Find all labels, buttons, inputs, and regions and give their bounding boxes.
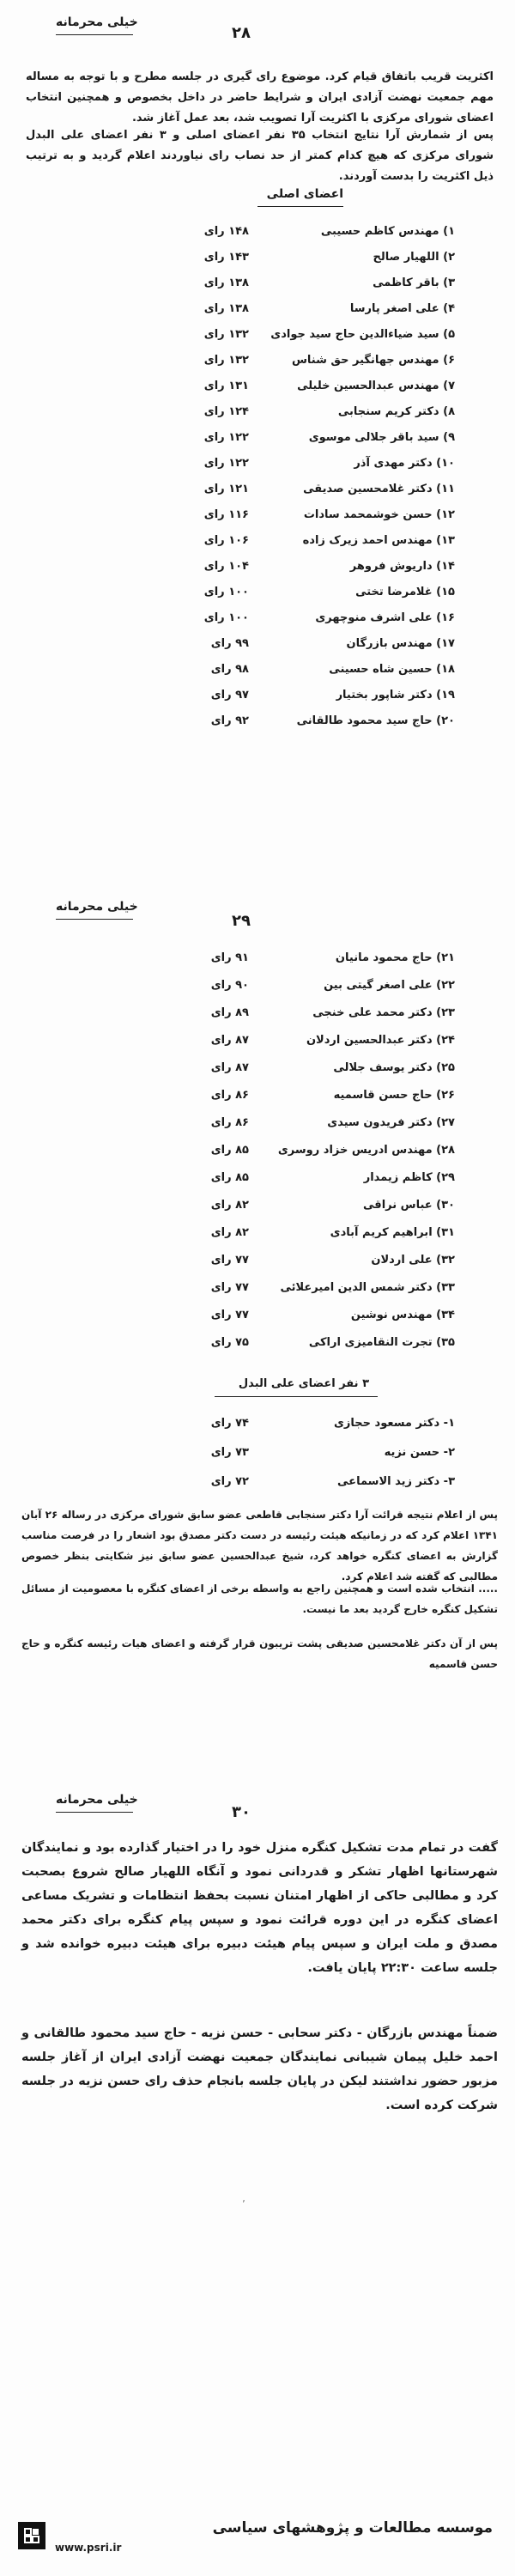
member-row bbox=[0, 560, 515, 586]
member-name: ۳۴) مهندس نوشین bbox=[350, 1309, 455, 1321]
member-name: ۲۷) دکتر فریدون سیدی bbox=[327, 1116, 455, 1129]
member-name: ۱۳) مهندس احمد زیرک زاده bbox=[302, 534, 455, 547]
confidential-stamp: خیلی محرمانه bbox=[56, 15, 138, 29]
member-name: ۲۰) حاج سید محمود طالقانی bbox=[296, 714, 455, 727]
member-votes: ۸۶ رای bbox=[210, 1089, 249, 1102]
member-row bbox=[0, 714, 515, 740]
member-row bbox=[0, 1116, 515, 1142]
member-votes: ۸۶ رای bbox=[210, 1116, 249, 1129]
stamp-underline bbox=[56, 919, 133, 920]
member-votes: ۱۰۴ رای bbox=[203, 560, 249, 573]
member-row bbox=[0, 1144, 515, 1170]
member-name: ۴) علی اصغر پارسا bbox=[349, 302, 455, 315]
member-votes: ۷۴ رای bbox=[210, 1417, 249, 1430]
member-votes: ۸۵ رای bbox=[210, 1171, 249, 1184]
alternate-row bbox=[0, 1417, 515, 1443]
member-votes: ۸۷ رای bbox=[210, 1034, 249, 1047]
member-row bbox=[0, 951, 515, 977]
member-votes: ۷۷ رای bbox=[210, 1281, 249, 1294]
member-votes: ۱۲۲ رای bbox=[203, 431, 249, 444]
member-row bbox=[0, 508, 515, 534]
footer-organization: موسسه مطالعات و پژوهشهای سیاسی bbox=[212, 2519, 493, 2537]
member-row bbox=[0, 1254, 515, 1279]
absent-members-paragraph: ضمناً مهندس بازرگان - دکتر سحابی - حسن نزیه - حاج سید محمود طالقانی و احمد خلیل پیمان شیبانی نمایندگان جمعیت نهضت آزادی ایران از آغاز جلسه مزبور حضور نداشتند لیکن در پایان جلسه بانجام حذف رای حسن نزیه در جلسه شرکت کرده است. bbox=[21, 2026, 498, 2112]
member-name: ۳) باقر کاظمی bbox=[373, 276, 455, 289]
member-votes: ۷۵ رای bbox=[210, 1336, 249, 1349]
member-name: ۲۶) حاج حسن قاسمیه bbox=[333, 1089, 455, 1102]
member-name: ۱۸) حسین شاه حسینی bbox=[329, 663, 455, 676]
confidential-stamp: خیلی محرمانه bbox=[56, 1793, 138, 1807]
member-name: ۲۴) دکتر عبدالحسین اردلان bbox=[306, 1034, 455, 1047]
member-name: ۲۸) مهندس ادریس خزاد روسری bbox=[277, 1144, 455, 1157]
page-number: ۲۸ bbox=[232, 24, 251, 42]
member-votes: ۹۲ رای bbox=[210, 714, 249, 727]
member-votes: ۹۷ رای bbox=[210, 689, 249, 702]
member-name: ۲- حسن نزیه bbox=[384, 1446, 455, 1459]
member-row bbox=[0, 689, 515, 714]
member-name: ۳۱) ابراهیم کریم آبادی bbox=[330, 1226, 455, 1239]
member-name: ۶) مهندس جهانگیر حق شناس bbox=[291, 354, 455, 367]
page-number: ۲۹ bbox=[232, 912, 251, 930]
institute-logo-icon bbox=[17, 2521, 46, 2550]
member-name: ۱۶) علی اشرف منوچهری bbox=[315, 611, 455, 624]
member-name: ۵) سید ضیاءالدین حاج سید جوادی bbox=[270, 328, 455, 341]
member-row bbox=[0, 586, 515, 611]
member-row bbox=[0, 251, 515, 276]
member-row bbox=[0, 663, 515, 689]
after-results-paragraph: پس از اعلام نتیجه قرائت آرا دکتر سنجابی قاطعی عضو سابق شورای مرکزی در رساله ۲۶ آبان ۱۳۴۱ اعلام کرد که در زمانیکه هیئت رئیسه در دست دکتر مصدق بود اشعار را در فرصت مناسب گزارش به اعضای کنگره خواهد کرد، شیخ عبدالحسین عضو سابق نیز شکایتی بنظر خصوص مطالبی که گفته شد اعلام کرد. bbox=[21, 1509, 498, 1583]
member-row bbox=[0, 1281, 515, 1307]
closing-paragraph: پس از آن دکتر غلامحسین صدیقی پشت تریبون قرار گرفته و اعضای هیات رئیسه کنگره و حاج حسن قاسمیه bbox=[21, 1637, 498, 1670]
member-votes: ۱۰۰ رای bbox=[203, 611, 249, 624]
member-votes: ۱۲۲ رای bbox=[203, 457, 249, 470]
member-votes: ۷۲ رای bbox=[210, 1475, 249, 1488]
alternate-row bbox=[0, 1475, 515, 1501]
member-row bbox=[0, 1034, 515, 1060]
member-name: ۲۹) کاظم زیمدار bbox=[363, 1171, 455, 1184]
stamp-underline bbox=[56, 1812, 133, 1813]
member-votes: ۱۰۶ رای bbox=[203, 534, 249, 547]
member-row bbox=[0, 979, 515, 1005]
member-votes: ۱۳۲ رای bbox=[203, 328, 249, 341]
session-end-paragraph: گفت در تمام مدت تشکیل کنگره منزل خود را در اختیار گذارده بود و نمایندگان شهرستانها اظهار تشکر و قدردانی نمود و آنگاه اللهیار صالح شروع بصحبت کرد و مطالبی حاکی از اظهار امتنان نسبت بحفظ انتظامات و تشریک مساعی اعضای کنگره در این دوره قرائت نمود و سپس پیام کنگره برای دکتر محمد مصدق و ملت ایران و سپس پیام هیئت دبیره برای هیئت دبیره خوانده شد و جلسه ساعت ۲۲:۳۰ پایان یافت. bbox=[21, 1841, 498, 1975]
page-number: ۳۰ bbox=[232, 1803, 251, 1821]
member-name: ۱۷) مهندس بازرگان bbox=[346, 637, 455, 650]
member-votes: ۸۹ رای bbox=[210, 1006, 249, 1019]
member-row bbox=[0, 380, 515, 405]
member-name: ۳۵) تجرت النقامیزی اراکی bbox=[308, 1336, 455, 1349]
member-name: ۱۵) غلامرضا تختی bbox=[355, 586, 455, 598]
member-votes: ۱۳۱ رای bbox=[203, 380, 249, 392]
member-votes: ۸۷ رای bbox=[210, 1061, 249, 1074]
footer bbox=[17, 2516, 498, 2559]
member-row bbox=[0, 354, 515, 380]
member-row bbox=[0, 1006, 515, 1032]
member-votes: ۱۱۶ رای bbox=[203, 508, 249, 521]
member-name: ۸) دکتر کریم سنجابی bbox=[337, 405, 455, 418]
member-row bbox=[0, 276, 515, 302]
member-name: ۲۳) دکتر محمد علی خنجی bbox=[312, 1006, 455, 1019]
member-votes: ۱۲۴ رای bbox=[203, 405, 249, 418]
member-votes: ۹۸ رای bbox=[210, 663, 249, 676]
heading-underline bbox=[215, 1396, 378, 1397]
member-votes: ۷۳ رای bbox=[210, 1446, 249, 1459]
heading-underline bbox=[258, 206, 343, 207]
member-row bbox=[0, 1226, 515, 1252]
member-votes: ۱۳۸ رای bbox=[203, 276, 249, 289]
member-name: ۳۳) دکتر شمس الدین امیرعلائی bbox=[280, 1281, 455, 1294]
member-row bbox=[0, 611, 515, 637]
member-votes: ۹۹ رای bbox=[210, 637, 249, 650]
member-row bbox=[0, 1336, 515, 1362]
member-name: ۱۹) دکتر شاپور بختیار bbox=[336, 689, 455, 702]
member-votes: ۸۲ رای bbox=[210, 1226, 249, 1239]
member-row bbox=[0, 328, 515, 354]
member-votes: ۷۷ رای bbox=[210, 1254, 249, 1267]
member-name: ۱۰) دکتر مهدی آذر bbox=[354, 457, 455, 470]
member-name: ۲۵) دکتر یوسف جلالی bbox=[333, 1061, 455, 1074]
member-name: ۲۲) علی اصغر گیتی بین bbox=[324, 979, 455, 992]
member-row bbox=[0, 637, 515, 663]
member-votes: ۷۷ رای bbox=[210, 1309, 249, 1321]
member-name: ۳۲) علی اردلان bbox=[371, 1254, 455, 1267]
congress-paragraph: ..... انتخاب شده است و همچنین راجع به واسطه برخی از اعضای کنگره با معصومیت از مسائل تشکیل کنگره خارج گردید بعد ما نیست. bbox=[21, 1583, 498, 1615]
confidential-stamp: خیلی محرمانه bbox=[56, 900, 138, 914]
member-name: ۲۱) حاج محمود مانیان bbox=[335, 951, 455, 964]
alternate-members-heading: ۳ نفر اعضای علی البدل bbox=[238, 1377, 369, 1390]
alternate-row bbox=[0, 1446, 515, 1472]
member-row bbox=[0, 534, 515, 560]
member-votes: ۱۴۸ رای bbox=[203, 225, 249, 238]
main-members-heading: اعضای اصلی bbox=[266, 187, 343, 201]
member-votes: ۱۰۰ رای bbox=[203, 586, 249, 598]
member-row bbox=[0, 431, 515, 457]
member-votes: ۱۲۱ رای bbox=[203, 483, 249, 495]
member-row bbox=[0, 1089, 515, 1115]
member-row bbox=[0, 1199, 515, 1224]
member-votes: ۹۰ رای bbox=[210, 979, 249, 992]
member-name: ۳۰) عباس نراقی bbox=[363, 1199, 455, 1212]
intro-paragraph: اکثریت قریب باتفاق قیام کرد. موضوع رای گیری در جلسه مطرح و با توجه به مساله مهم جمعیت نهضت آزادی ایران و شرایط حاضر در داخل بخصوص و همچنین انتخاب اعضای شورای مرکزی با اکثریت آرا تصویب شد، بعد عمل آغاز شد. bbox=[26, 70, 494, 125]
member-row bbox=[0, 225, 515, 251]
member-name: ۱۲) حسن خوشمحمد سادات bbox=[303, 508, 455, 521]
member-name: ۱- دکتر مسعود حجازی bbox=[334, 1417, 455, 1430]
member-votes: ۱۳۲ رای bbox=[203, 354, 249, 367]
member-row bbox=[0, 1171, 515, 1197]
member-name: ۲) اللهیار صالح bbox=[373, 251, 455, 264]
member-votes: ۱۳۸ رای bbox=[203, 302, 249, 315]
member-votes: ۸۲ رای bbox=[210, 1199, 249, 1212]
member-name: ۹) سید باقر جلالی موسوی bbox=[308, 431, 455, 444]
member-name: ۱۱) دکتر غلامحسین صدیقی bbox=[303, 483, 455, 495]
member-votes: ۹۱ رای bbox=[210, 951, 249, 964]
member-row bbox=[0, 302, 515, 328]
member-row bbox=[0, 457, 515, 483]
member-row bbox=[0, 1309, 515, 1334]
stamp-underline bbox=[56, 34, 133, 35]
member-name: ۱۴) داریوش فروهر bbox=[349, 560, 455, 573]
member-votes: ۱۴۳ رای bbox=[203, 251, 249, 264]
member-row bbox=[0, 1061, 515, 1087]
member-name: ۳- دکتر زید الاسماعی bbox=[337, 1475, 455, 1488]
member-row bbox=[0, 405, 515, 431]
member-votes: ۸۵ رای bbox=[210, 1144, 249, 1157]
member-name: ۷) مهندس عبدالحسین خلیلی bbox=[297, 380, 455, 392]
member-row bbox=[0, 483, 515, 508]
ink-mark: ʼ bbox=[242, 2198, 245, 2210]
member-name: ۱) مهندس کاظم حسیبی bbox=[320, 225, 455, 238]
footer-url[interactable]: www.psri.ir bbox=[55, 2542, 122, 2554]
results-paragraph: پس از شمارش آرا نتایج انتخاب ۳۵ نفر اعضای اصلی و ۳ نفر اعضای علی البدل شورای مرکزی که هیچ کدام کمتر از حد نصاب رای نیاوردند اعلام گردید و به ترتیب ذیل اکثریت را بدست آوردند. bbox=[26, 129, 494, 183]
